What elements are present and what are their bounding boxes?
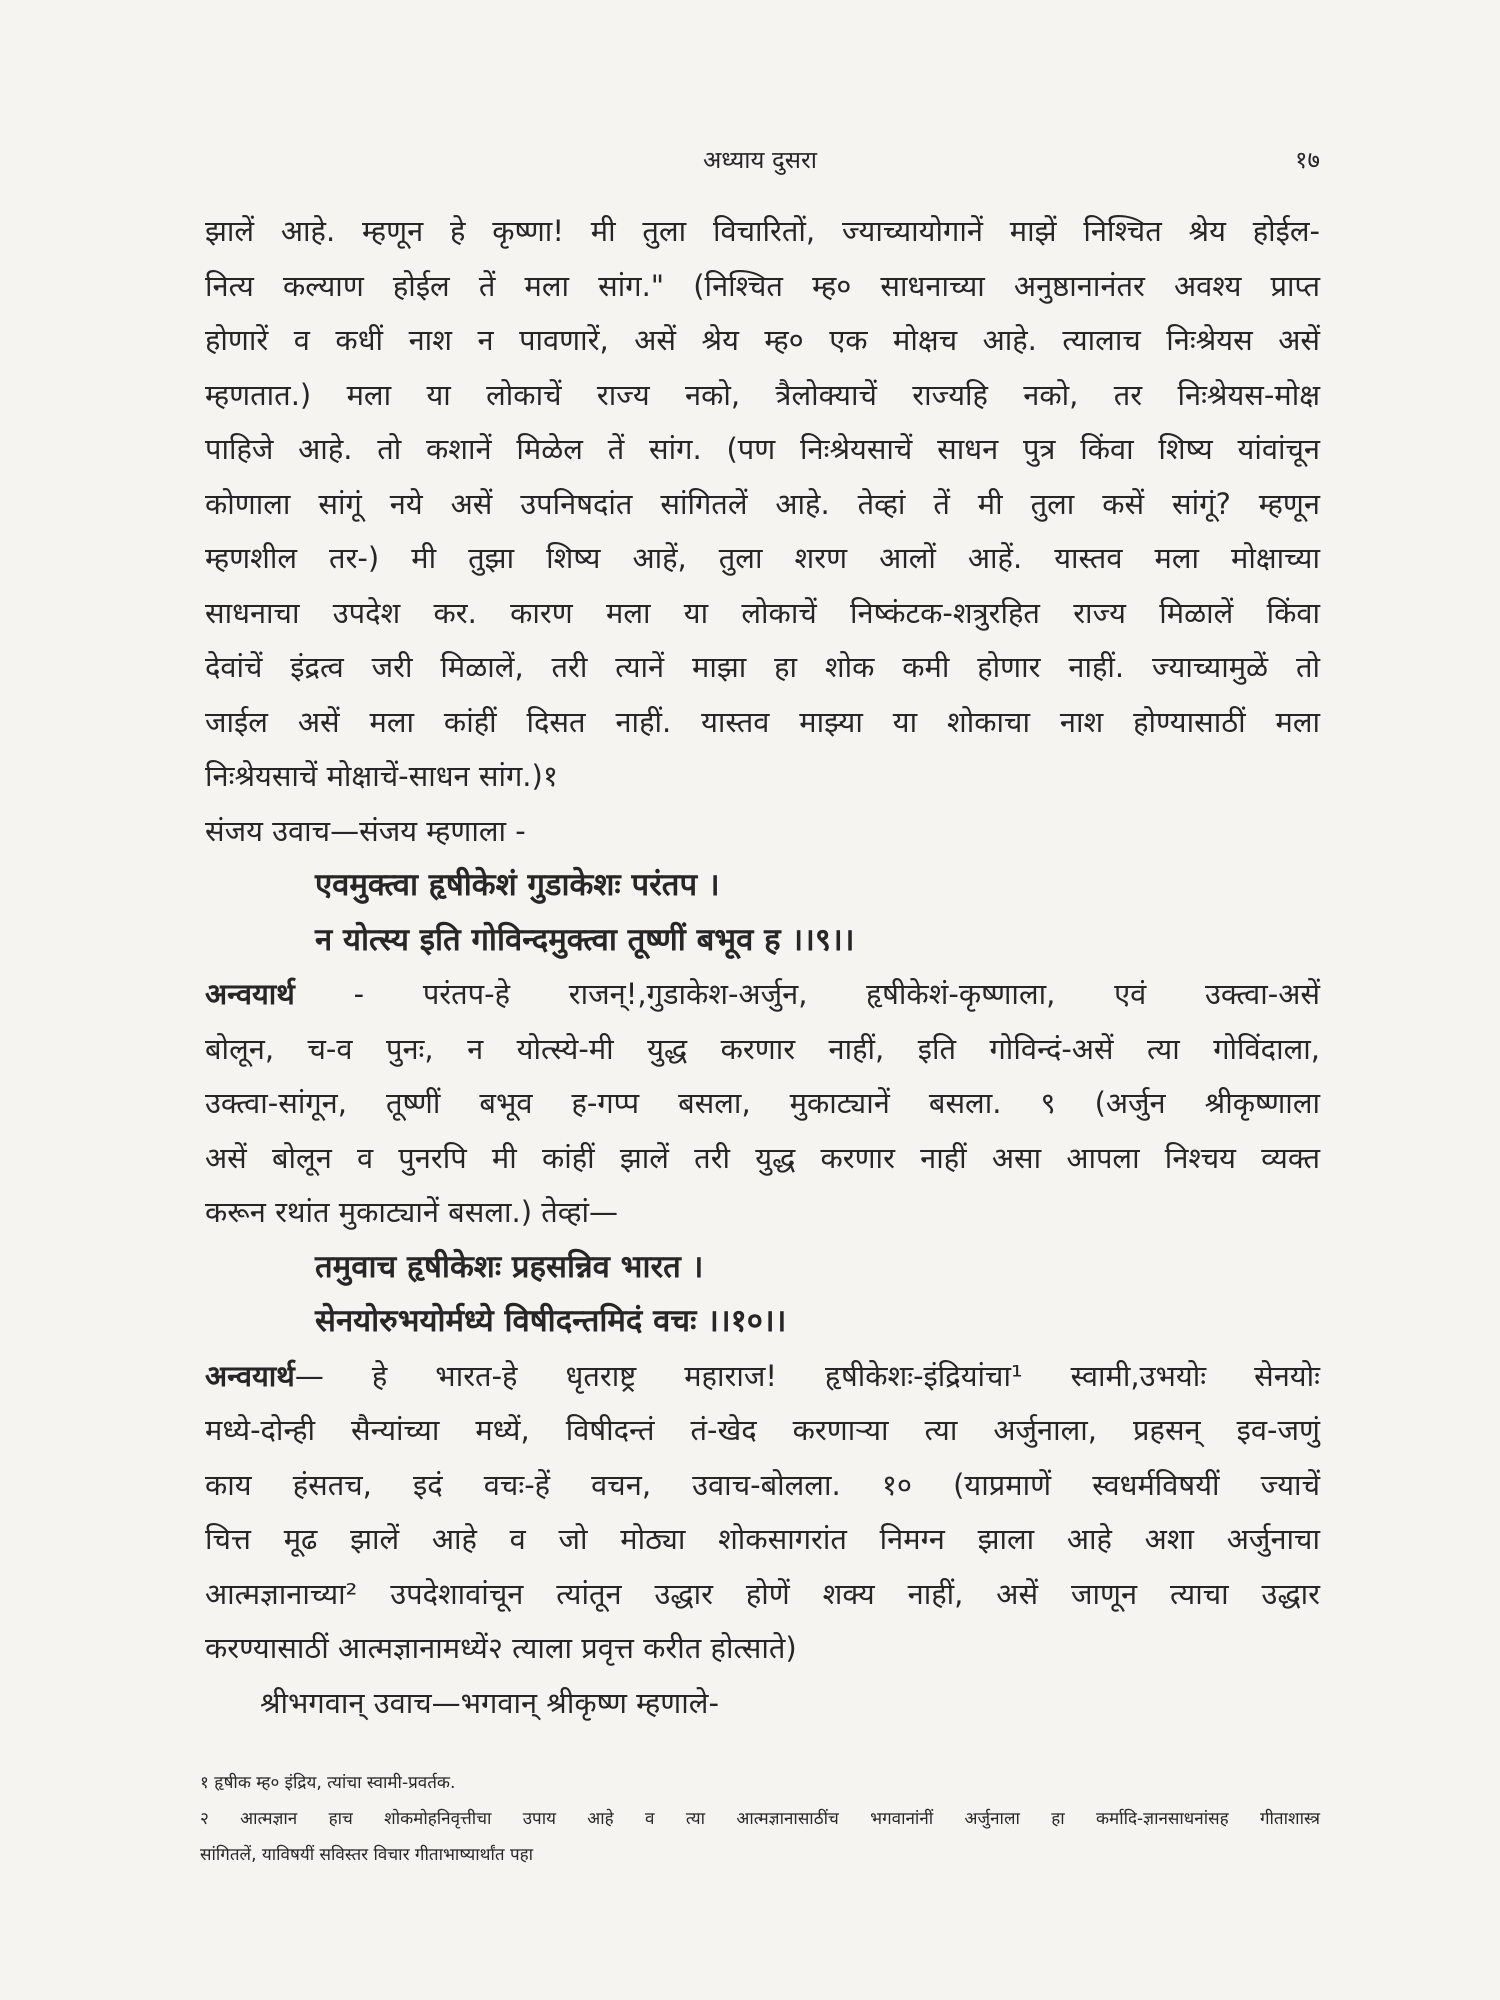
anvayartha-line: [205, 967, 1320, 1022]
body-text: [205, 204, 1320, 1730]
verse-line: तमुवाच हृषीकेशः प्रहसन्निव भारत ।: [315, 1248, 704, 1285]
body-line: पाहिजे आहे. तो कशानें मिळेल तें सांग. (पण निःश्रेयसाचें साधन पुत्र किंवा शिष्य यांवांचून: [205, 432, 1320, 466]
verse-line: न योत्स्य इति गोविन्दमुक्त्वा तूष्णीं बभूव ह ।।९।।: [315, 921, 855, 958]
body-line: बोलून, च-व पुनः, न योत्स्ये-मी युद्ध करणार नाहीं, इति गोविन्दं-असें त्या गोविंदाला,: [205, 1031, 1320, 1066]
body-line: निःश्रेयसाचें मोक्षाचें-साधन सांग.)१: [205, 759, 558, 793]
body-line: म्हणशील तर-) मी तुझा शिष्य आहें, तुला शरण आलों आहें. यास्तव मला मोक्षाच्या: [205, 541, 1320, 575]
body-line: असें बोलून व पुनरपि मी कांहीं झालें तरी युद्ध करणार नाहीं असा आपला निश्चय व्यक्त: [205, 1140, 1320, 1175]
verse-line: सेनयोरुभयोर्मध्ये विषीदन्तमिदं वचः ।।१०।।: [315, 1303, 787, 1339]
footnote-2: २ आत्मज्ञान हाच शोकमोहनिवृत्तीचा उपाय आहे व त्या आत्मज्ञानासाठींच भगवानांनीं अर्जुनाला हा कर्मादि-ज्ञानसाधनांसह गीताशास्त्र: [200, 1809, 1320, 1829]
body-line: झालें आहे. म्हणून हे कृष्णा! मी तुला विचारितों, ज्याच्यायोगानें माझें निश्चित श्रेय होईल-: [205, 214, 1320, 248]
body-line: होणारें व कधीं नाश न पावणारें, असें श्रेय म्ह० एक मोक्षच आहे. त्यालाच निःश्रेयस असें: [205, 323, 1320, 357]
speaker-line: श्रीभगवान् उवाच—भगवान् श्रीकृष्ण म्हणाले-: [260, 1685, 719, 1720]
body-line: देवांचें इंद्रत्व जरी मिळालें, तरी त्यानें माझा हा शोक कमी होणार नाहीं. ज्याच्यामुळें तो: [205, 650, 1320, 684]
running-head: अध्याय दुसरा: [702, 146, 818, 174]
speaker-line: संजय उवाच—संजय म्हणाला -: [205, 813, 526, 848]
footnotes: [200, 1765, 1320, 1873]
body-line: कोणाला सांगूं नये असें उपनिषदांत सांगितलें आहे. तेव्हां तें मी तुला कसें सांगूं? म्हणून: [205, 486, 1320, 521]
anvayartha-text: - परंतप-हे राजन्!,गुडाकेश-अर्जुन, हृषीकेशं-कृष्णाला, एवं उक्त्वा-असें: [353, 977, 1320, 1011]
footnote-1: १ हृषीक म्ह० इंद्रिय, त्यांचा स्वामी-प्रवर्तक.: [200, 1773, 456, 1793]
body-line: करून रथांत मुकाट्यानें बसला.) तेव्हां—: [205, 1195, 619, 1229]
body-line: आत्मज्ञानाच्या² उपदेशावांचून त्यांतून उद्धार होणें शक्य नाहीं, असें जाणून त्याचा उद्धार: [205, 1576, 1320, 1611]
anvayartha-text: — हे भारत-हे धृतराष्ट्र महाराज! हृषीकेशः-इंद्रियांचा¹ स्वामी,उभयोः सेनयोः: [294, 1358, 1320, 1393]
body-line: जाईल असें मला कांहीं दिसत नाहीं. यास्तव माझ्या या शोकाचा नाश होण्यासाठीं मला: [205, 704, 1320, 739]
body-line: उक्त्वा-सांगून, तूष्णीं बभूव ह-गप्प बसला, मुकाट्यानें बसला. ९ (अर्जुन श्रीकृष्णाला: [205, 1086, 1320, 1120]
page-header: [200, 140, 1320, 180]
body-line: मध्ये-दोन्ही सैन्यांच्या मध्यें, विषीदन्तं तं-खेद करणाऱ्या त्या अर्जुनाला, प्रहसन् इव-जणुं: [205, 1413, 1320, 1447]
footnote-2-cont: सांगितलें, याविषयीं सविस्तर विचार गीताभाष्यार्थांत पहा: [200, 1845, 534, 1865]
anvayartha-line: [205, 1349, 1320, 1404]
verse-line: एवमुक्त्वा हृषीकेशं गुडाकेशः परंतप ।: [315, 867, 720, 903]
body-line: नित्य कल्याण होईल तें मला सांग." (निश्चित म्ह० साधनाच्या अनुष्ठानानंतर अवश्य प्राप्त: [205, 268, 1320, 303]
body-line: चित्त मूढ झालें आहे व जो मोठ्या शोकसागरांत निमग्न झाला आहे अशा अर्जुनाचा: [205, 1522, 1320, 1556]
anvayartha-label: अन्वयार्थ: [205, 977, 295, 1011]
anvayartha-label: अन्वयार्थ: [205, 1358, 295, 1393]
body-line: करण्यासाठीं आत्मज्ञानामध्यें२ त्याला प्रवृत्त करीत होत्साते): [205, 1631, 797, 1665]
page-number: १७: [1295, 146, 1320, 174]
body-line: काय हंसतच, इदं वचः-हें वचन, उवाच-बोलला. १० (याप्रमाणें स्वधर्मविषयीं ज्याचें: [205, 1467, 1320, 1502]
body-line: म्हणतात.) मला या लोकाचें राज्य नको, त्रैलोक्याचें राज्यहि नको, तर निःश्रेयस-मोक्ष: [205, 377, 1320, 412]
body-line: साधनाचा उपदेश कर. कारण मला या लोकाचें निष्कंटक-शत्रुरहित राज्य मिळालें किंवा: [205, 595, 1320, 630]
